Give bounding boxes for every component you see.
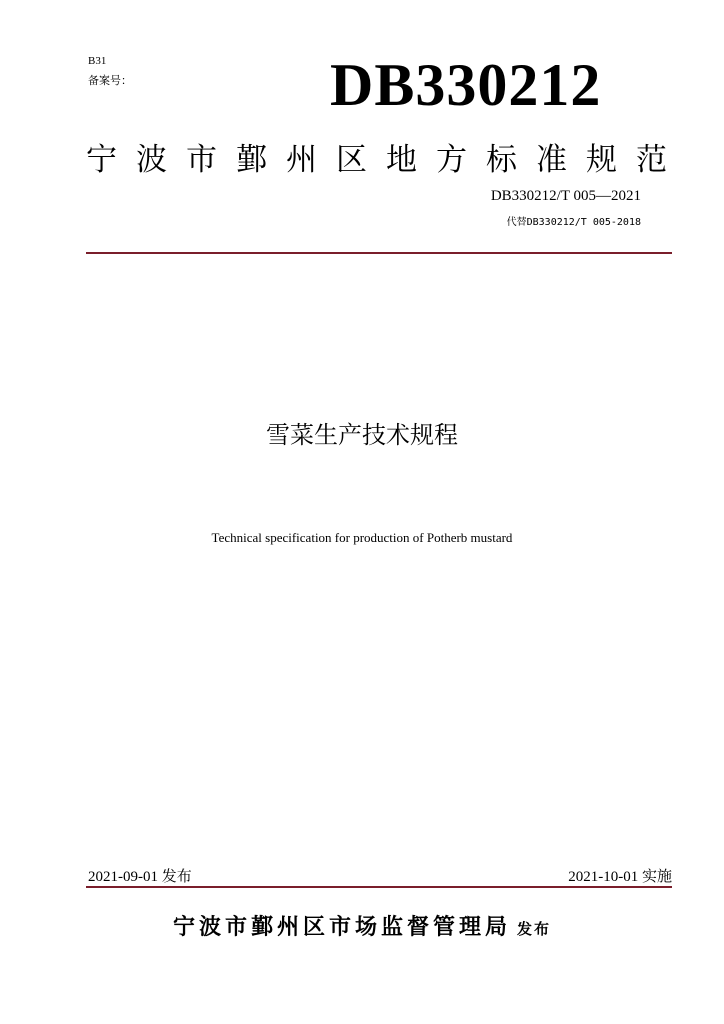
standard-number: DB330212/T 005—2021	[490, 188, 641, 204]
issuer-line	[0, 910, 724, 941]
filing-number-label: 备案号：	[88, 74, 132, 87]
ics-classification: B31	[88, 55, 107, 67]
document-title-english: Technical specification for production of Potherb mustard	[211, 530, 513, 545]
issuing-authority: 宁波市鄞州区市场监督管理局	[172, 915, 511, 940]
replaces-standard: 代替DB330212/T 005-2018	[506, 217, 641, 228]
implementation-date: 2021-10-01 实施	[568, 869, 672, 885]
publication-date: 2021-09-01 发布	[88, 869, 192, 885]
top-divider	[86, 252, 672, 254]
standard-code-heading: DB330212	[330, 52, 602, 118]
bottom-divider	[86, 886, 672, 888]
issue-action: 发布	[517, 920, 552, 938]
standard-kind-title: 宁波市鄞州区地方标准规范	[86, 142, 686, 178]
document-title-chinese: 雪菜生产技术规程	[266, 421, 458, 449]
